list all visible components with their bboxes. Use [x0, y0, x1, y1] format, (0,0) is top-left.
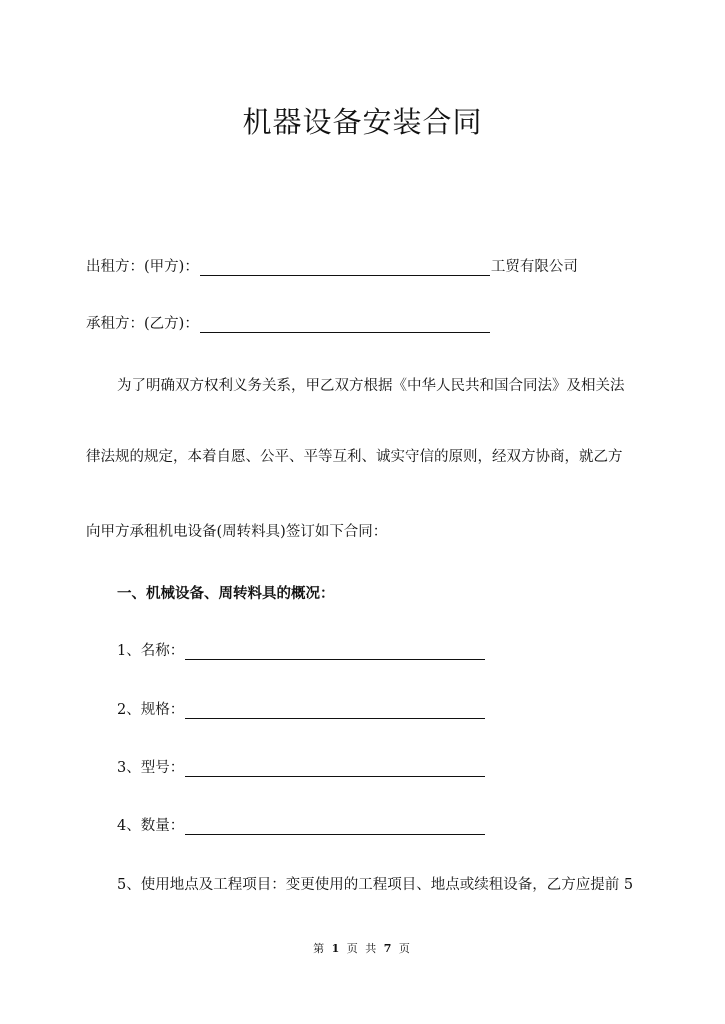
- footer-prefix: 第: [313, 942, 327, 955]
- item-quantity: [117, 815, 486, 835]
- item-model: [117, 757, 486, 777]
- footer-mid: 页 共: [346, 942, 379, 955]
- item-spec: [117, 699, 486, 719]
- party-a-label: 出租方：(甲方)：: [86, 259, 199, 275]
- party-a-suffix: 工贸有限公司: [490, 259, 578, 275]
- item-quantity-label: 4、数量：: [117, 818, 185, 834]
- item-spec-blank[interactable]: [185, 701, 485, 719]
- party-b-blank[interactable]: [200, 315, 490, 333]
- section-heading: 一、机械设备、周转料具的概况：: [117, 585, 335, 602]
- intro-line-3: 向甲方承租机电设备(周转料具)签订如下合同：: [86, 524, 388, 540]
- party-a-blank[interactable]: [200, 258, 490, 276]
- item-location: 5、使用地点及工程项目：变更使用的工程项目、地点或续租设备，乙方应提前 5: [117, 877, 634, 893]
- footer-suffix: 页: [398, 942, 412, 955]
- footer-total-pages: 7: [383, 942, 394, 955]
- item-spec-label: 2、规格：: [117, 702, 185, 718]
- party-b-line: [86, 313, 491, 333]
- item-name-label: 1、名称：: [117, 643, 185, 659]
- party-a-line: [86, 256, 578, 276]
- item-model-label: 3、型号：: [117, 760, 185, 776]
- item-model-blank[interactable]: [185, 759, 485, 777]
- document-title: 机器设备安装合同: [242, 105, 483, 139]
- footer-page-number: 1: [331, 942, 342, 955]
- page-footer: [0, 940, 725, 956]
- item-name: [117, 640, 486, 660]
- item-quantity-blank[interactable]: [185, 817, 485, 835]
- intro-line-1: 为了明确双方权利义务关系，甲乙双方根据《中华人民共和国合同法》及相关法: [117, 378, 625, 394]
- intro-line-2: 律法规的规定，本着自愿、公平、平等互利、诚实守信的原则，经双方协商，就乙方: [86, 449, 623, 465]
- party-b-label: 承租方：(乙方)：: [86, 316, 199, 332]
- item-name-blank[interactable]: [185, 642, 485, 660]
